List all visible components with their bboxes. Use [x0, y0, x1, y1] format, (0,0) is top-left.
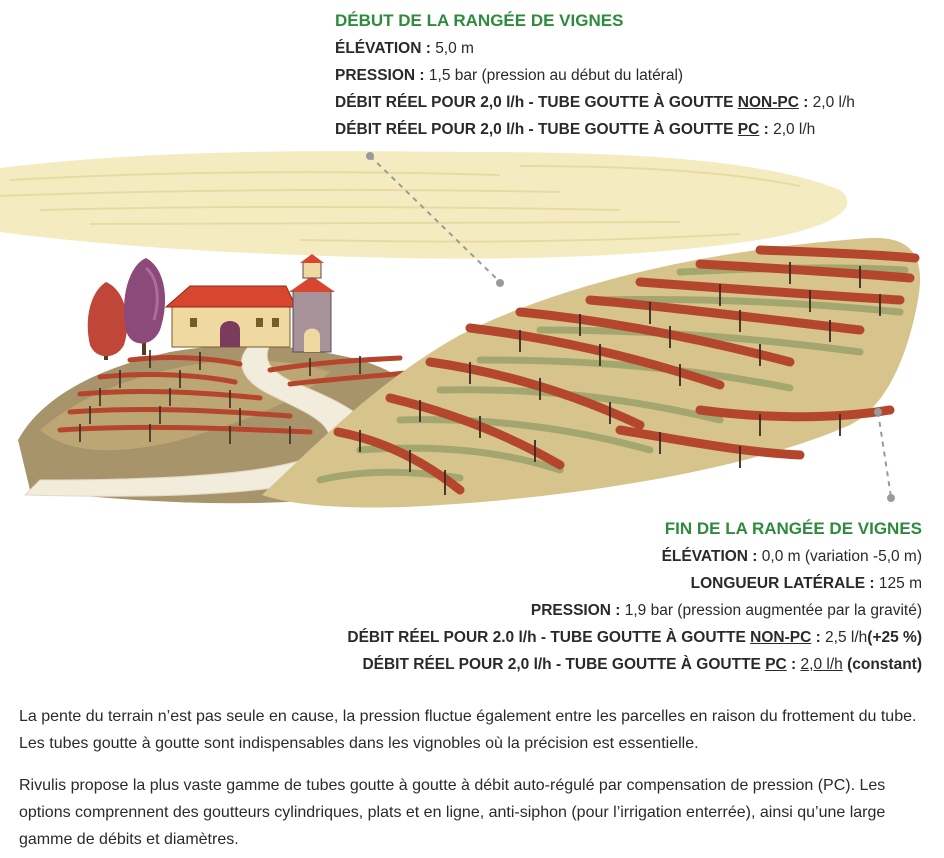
start-point-dot	[496, 279, 504, 287]
end-marker-dot	[887, 494, 895, 502]
row-start-flow-pc: DÉBIT RÉEL POUR 2,0 l/h - TUBE GOUTTE À GOUTTE PC : 2,0 l/h	[335, 121, 816, 138]
row-start-info	[335, 7, 855, 143]
sky-clouds	[0, 151, 847, 258]
row-start-elevation: ÉLÉVATION : 5,0 m	[335, 40, 474, 57]
paragraph-slope: La pente du terrain n’est pas seule en cause, la pression fluctue également entre les parcelles en raison du frottement du tube. Les tubes goutte à goutte sont indispensables dans les vignobles où la précision est essentielle.	[19, 708, 917, 752]
row-start-title: DÉBUT DE LA RANGÉE DE VIGNES	[335, 11, 624, 30]
row-end-flow-pc: DÉBIT RÉEL POUR 2,0 l/h - TUBE GOUTTE À GOUTTE PC : 2,0 l/h (constant)	[362, 656, 922, 673]
row-end-title: FIN DE LA RANGÉE DE VIGNES	[664, 519, 922, 538]
row-start-flow-nonpc: DÉBIT RÉEL POUR 2,0 l/h - TUBE GOUTTE À GOUTTE NON-PC : 2,0 l/h	[335, 94, 855, 111]
row-end-elevation: ÉLÉVATION : 0,0 m (variation -5,0 m)	[661, 548, 922, 565]
trees	[88, 258, 165, 360]
paragraph-rivulis: Rivulis propose la plus vaste gamme de tubes goutte à goutte à débit auto-régulé par compensation de pression (PC). Les options comprennent des goutteurs cylindriques, plats et en ligne, anti-siphon (pour l’irrigation enterrée), ainsi qu’une large gamme de débits et diamètres.	[19, 777, 886, 848]
start-marker-dot	[366, 152, 374, 160]
end-point-dot	[874, 408, 882, 416]
row-end-flow-nonpc: DÉBIT RÉEL POUR 2.0 l/h - TUBE GOUTTE À GOUTTE NON-PC : 2,5 l/h(+25 %)	[347, 629, 922, 646]
row-end-info	[347, 515, 922, 678]
row-end-length: LONGUEUR LATÉRALE : 125 m	[690, 575, 922, 592]
farmhouse	[166, 254, 335, 352]
row-end-pressure: PRESSION : 1,9 bar (pression augmentée par la gravité)	[530, 602, 922, 619]
row-start-pressure: PRESSION : 1,5 bar (pression au début du latéral)	[335, 67, 684, 84]
